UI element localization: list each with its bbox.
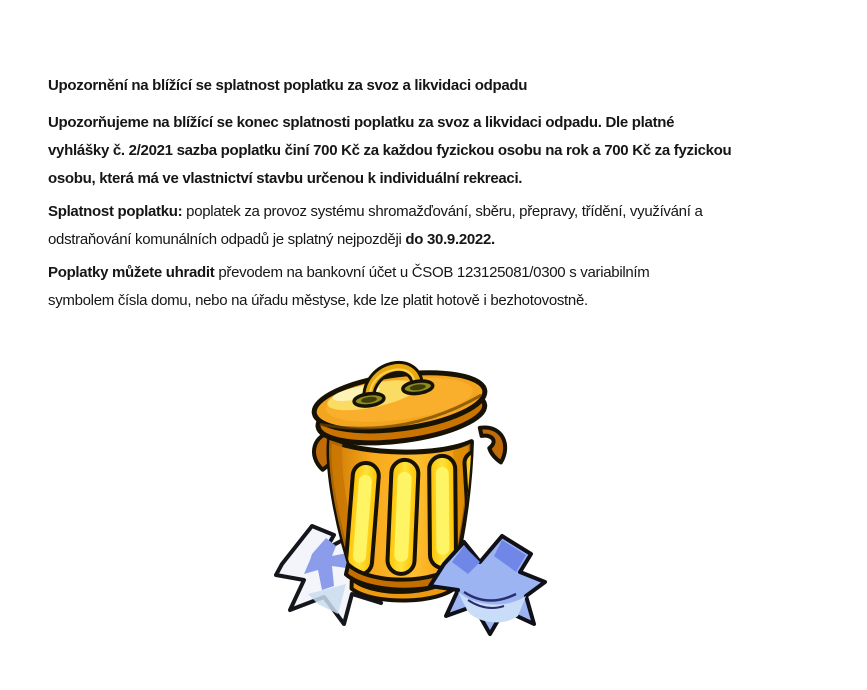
trash-can-clipart <box>268 356 548 643</box>
text-run: převodem na bankovní účet u ČSOB 123125081/0300 s variabilním <box>214 264 650 281</box>
document-title: Upozornění na blížící se splatnost poplatku za svoz a likvidaci odpadu <box>48 77 528 94</box>
trash-can-lid <box>310 356 490 451</box>
text-line <box>48 226 848 254</box>
trash-can-graphic <box>268 356 548 643</box>
text-run: vyhlášky č. 2/2021 sazba poplatku činí 700 Kč za každou fyzickou osobu na rok a 700 Kč za fyzickou <box>48 142 732 159</box>
text-run: symbolem čísla domu, nebo na úřadu městyse, kde lze platit hotově i bezhotovostně. <box>48 292 588 309</box>
text-run: Poplatky můžete uhradit <box>48 264 215 281</box>
text-run: Splatnost poplatku: <box>48 203 183 220</box>
fee-amount-paragraph <box>48 109 848 193</box>
text-run: odstraňování komunálních odpadů je splatný nejpozději <box>48 231 406 248</box>
text-run: do 30.9.2022. <box>405 231 495 248</box>
document-body <box>48 72 848 320</box>
payment-methods-paragraph <box>48 259 848 315</box>
text-run: osobu, která má ve vlastnictví stavbu určenou k individuální rekreaci. <box>48 170 523 187</box>
text-line <box>48 259 848 287</box>
text-line <box>48 109 848 137</box>
text-line <box>48 165 848 193</box>
text-line <box>48 198 848 226</box>
due-date-paragraph <box>48 198 848 254</box>
text-line <box>48 287 848 315</box>
text-run: Upozorňujeme na blížící se konec splatnosti poplatku za svoz a likvidaci odpadu. Dle platné <box>48 114 675 131</box>
text-line <box>48 137 848 165</box>
text-run: poplatek za provoz systému shromažďování, sběru, přepravy, třídění, využívání a <box>182 203 703 220</box>
right-handle-ear <box>479 427 506 462</box>
